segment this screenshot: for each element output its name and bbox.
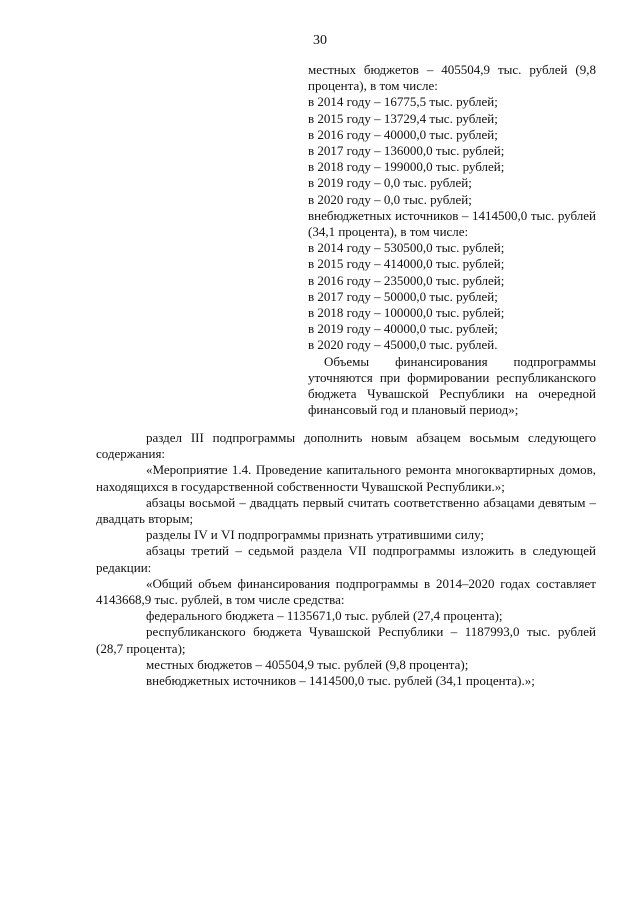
financing-note: Объемы финансирования подпрограммы уточняются при формировании республиканского бюджета Чувашской Республики на очередной финансовый год и плановый период»; [308,353,596,418]
local-budget-year-2015: в 2015 году – 13729,4 тыс. рублей; [308,110,498,126]
paragraph-total-financing: «Общий объем финансирования подпрограммы в 2014–2020 годах составляет 4143668,9 тыс. рублей, в том числе средства: [96,575,596,608]
local-budget-year-2020: в 2020 году – 0,0 тыс. рублей; [308,191,472,207]
paragraph-sections-repealed: разделы IV и VI подпрограммы признать утратившими силу; [146,527,485,543]
page-number: 30 [313,33,327,48]
paragraph-renumbering: абзацы восьмой – двадцать первый считать соответственно абзацами девятым – двадцать вторым; [96,494,596,527]
extrabudgetary-year-2014: в 2014 году – 530500,0 тыс. рублей; [308,240,505,256]
local-budget-year-2018: в 2018 году – 199000,0 тыс. рублей; [308,159,505,175]
extrabudgetary-year-2016: в 2016 году – 235000,0 тыс. рублей; [308,272,505,288]
paragraph-federal-budget: федерального бюджета – 1135671,0 тыс. рублей (27,4 процента); [146,608,503,624]
local-budget-year-2016: в 2016 году – 40000,0 тыс. рублей; [308,126,498,142]
extrabudgetary-year-2015: в 2015 году – 414000,0 тыс. рублей; [308,256,505,272]
local-budgets-total: местных бюджетов – 405504,9 тыс. рублей (9,8 процента), в том числе: [308,62,596,94]
paragraph-republican-budget: республиканского бюджета Чувашской Республики – 1187993,0 тыс. рублей (28,7 процента); [96,624,596,656]
main-text-body [96,430,596,689]
local-budget-year-2014: в 2014 году – 16775,5 тыс. рублей; [308,94,498,110]
paragraph-measure-1-4: «Мероприятие 1.4. Проведение капитального ремонта многоквартирных домов, находящихся в государственной собственности Чувашской Республики.»; [96,462,596,494]
extrabudgetary-total: внебюджетных источников – 1414500,0 тыс. рублей (34,1 процента), в том числе: [308,207,596,240]
financing-table-right-column [308,62,596,418]
local-budget-year-2019: в 2019 году – 0,0 тыс. рублей; [308,175,472,191]
extrabudgetary-year-2017: в 2017 году – 50000,0 тыс. рублей; [308,288,498,304]
paragraph-extrabudgetary: внебюджетных источников – 1414500,0 тыс. рублей (34,1 процента).»; [146,673,535,689]
extrabudgetary-year-2020: в 2020 году – 45000,0 тыс. рублей. [308,337,498,353]
extrabudgetary-year-2019: в 2019 году – 40000,0 тыс. рублей; [308,321,498,337]
extrabudgetary-year-2018: в 2018 году – 100000,0 тыс. рублей; [308,305,505,321]
paragraph-local-budgets: местных бюджетов – 405504,9 тыс. рублей (9,8 процента); [146,656,469,672]
local-budget-year-2017: в 2017 году – 136000,0 тыс. рублей; [308,143,505,159]
paragraph-section-iii-addition: раздел III подпрограммы дополнить новым абзацем восьмым следующего содержания: [96,430,596,462]
paragraph-section-vii-amendment: абзацы третий – седьмой раздела VII подпрограммы изложить в следующей редакции: [96,543,596,575]
